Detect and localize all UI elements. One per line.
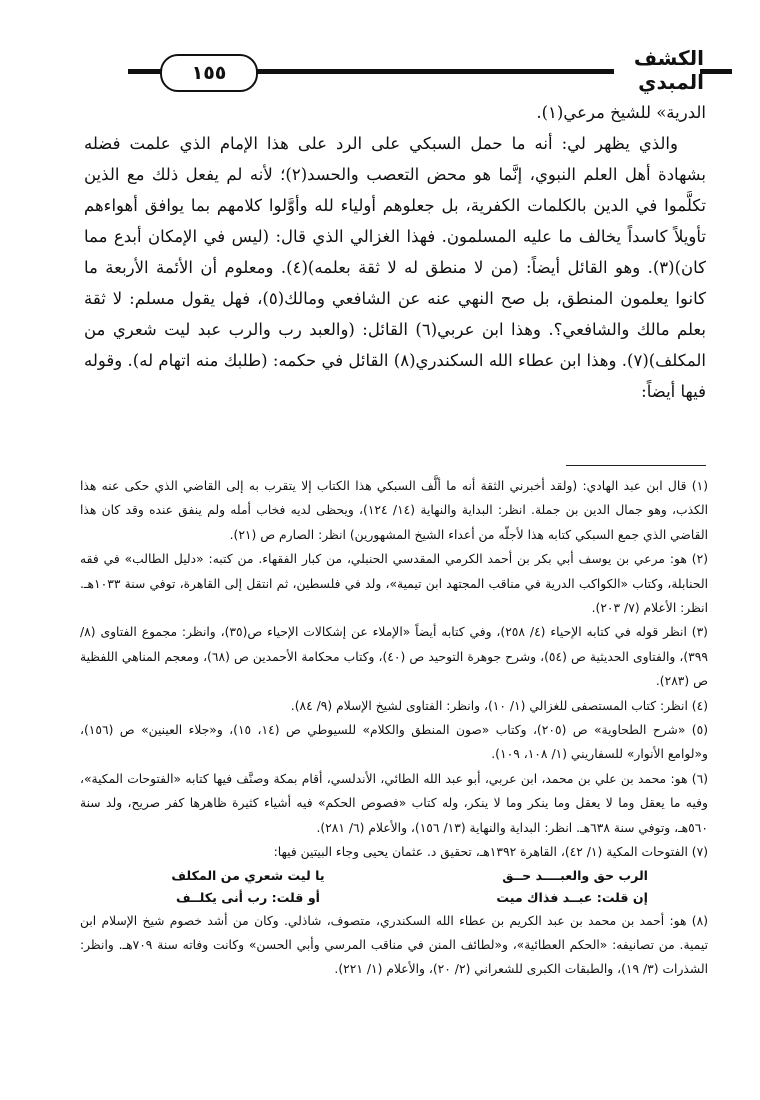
header-rule-middle <box>252 69 614 74</box>
footnote-4: (٤) انظر: كتاب المستصفى للغزالي (١/ ١٠)، وانظر: الفتاوى لشيخ الإسلام (٩/ ٨٤). <box>290 698 708 713</box>
verse-hemistich: أو قلت: رب أنى يكلــف <box>176 889 320 905</box>
footnote-2: (٢) هو: مرعي بن يوسف أبي بكر بن أحمد الكرمي المقدسي الحنبلي، من كبار الفقهاء. من كتبه: «دليل الطالب» في فقه الحنابلة، وكتاب «الكواكب الدرية في مناقب المجتهد ابن تيمية»، ولد في فلسطين، ثم انتقل إلى القاهرة، توفي سنة ١٠٣٣هـ. انظر: الأعلام (٧/ ٢٠٣). <box>80 552 708 616</box>
footnote-separator <box>566 465 706 466</box>
verse-hemistich: إن قلت: عبــد فذاك ميت <box>496 889 648 905</box>
main-text <box>84 97 706 407</box>
paragraph-1: الدرية» للشيخ مرعي(١). <box>536 103 706 122</box>
page-number: ١٥٥ <box>160 54 258 92</box>
verse-hemistich: الرب حق والعبــــد حــق <box>502 867 648 883</box>
verse-hemistich: يا ليت شعري من المكلف <box>171 867 325 883</box>
verse-line-1 <box>80 865 708 887</box>
header-rule-right <box>700 69 732 74</box>
running-title: الكشف المبدي <box>633 46 704 94</box>
footnote-6: (٦) هو: محمد بن علي بن محمد، ابن عربي، أبو عبد الله الطائي، الأندلسي، أقام بمكة وصنَّف فيها كتابه «الفتوحات المكية»، وفيه ما يعقل وما لا يعقل وما ينكر وما لا ينكر، وله كتاب «فصوص الحكم» فيه أشياء كثيرة ظاهرها كفر صريح، ولد سنة ٥٦٠هـ، وتوفي سنة ٦٣٨هـ. انظر: البداية والنهاية (١٣/ ١٥٦)، والأعلام (٦/ ٢٨١). <box>80 771 708 835</box>
footnote-3: (٣) انظر قوله في كتابه الإحياء (٤/ ٢٥٨)، وفي كتابه أيضاً «الإملاء عن إشكالات الإحياء ص(٣٥)، وانظر: مجموع الفتاوى (٨/ ٣٩٩)، والفتاوى الحديثية ص (٥٤)، وشرح جوهرة التوحيد ص (٤٠)، وكتاب محكامة الأحمدين ص (٦٨)، ومعجم المناهي اللفظية ص (٢٨٣). <box>80 625 708 689</box>
verse-line-2 <box>80 887 708 909</box>
footnote-8: (٨) هو: أحمد بن محمد بن عبد الكريم بن عطاء الله السكندري، متصوف، شاذلي. وكان من أشد خصوم شيخ الإسلام ابن تيمية. من تصانيفه: «الحكم العطائية»، و«لطائف المنن في مناقب المرسي وأبي الحسن» وكانت وفاته سنة ٧٠٩هـ. وانظر: الشذرات (٣/ ١٩)، والطبقات الكبرى للشعراني (٢/ ٢٠)، والأعلام (١/ ٢٢١). <box>80 913 708 977</box>
footnote-7: (٧) الفتوحات المكية (١/ ٤٢)، القاهرة ١٣٩٢هـ، تحقيق د. عثمان يحيى وجاء البيتين فيها: <box>273 845 708 860</box>
footnote-5: (٥) «شرح الطحاوية» ص (٢٠٥)، وكتاب «صون المنطق والكلام» للسيوطي ص (١٤، ١٥)، و«جلاء العينين» ص (١٥٦)، و«لوامع الأنوار» للسفاريني (١/ ١٠٨، ١٠٩). <box>80 723 708 762</box>
paragraph-2: والذي يظهر لي: أنه ما حمل السبكي على الرد على هذا الإمام الذي علمت فضله بشهادة أهل العلم النبوي، إنَّما هو محض التعصب والحسد(٢)؛ لأنه لم يفعل ذلك مع الذين تكلَّموا في الدين بالكلمات الكفرية، بل جعلوهم أولياء لله وأوَّلوا كلامهم بما يوافق أهواءهم تأويلاً كاسداً يخالف ما عليه المسلمون. فهذا الغزالي الذي قال: (ليس في الإمكان أبدع مما كان)(٣). وهو القائل أيضاً: (من لا منطق له لا ثقة بعلمه)(٤). ومعلوم أن الأئمة الأربعة ما كانوا يعلمون المنطق، بل صح النهي عنه عن الشافعي ومالك(٥)، فهل يقول مسلم: لا ثقة بعلم مالك والشافعي؟. وهذا ابن عربي(٦) القائل: (والعبد رب والرب عبد ليت شعري من المكلف)(٧). وهذا ابن عطاء الله السكندري(٨) القائل في حكمه: (طلبك منه اتهام له). وقوله فيها أيضاً: <box>84 134 707 401</box>
footnote-1: (١) قال ابن عبد الهادي: (ولقد أخبرني الثقة أنه ما ألَّف السبكي هذا الكتاب إلا يتقرب به إلى القاضي الذي حكى عنه هذا الكذب، وهو جمال الدين بن جملة. انظر: البداية والنهاية (١٤/ ١٢٤)، ويحظى لديه فخاب أمله ولم ينفق عنده وقد كان هذا القاضي الذي جمع السبكي كتابه هذا لأجلّه من أعداء الشيخ المشهورين) انظر: الصارم ص (٢١). <box>80 479 708 542</box>
footnotes <box>80 474 708 982</box>
